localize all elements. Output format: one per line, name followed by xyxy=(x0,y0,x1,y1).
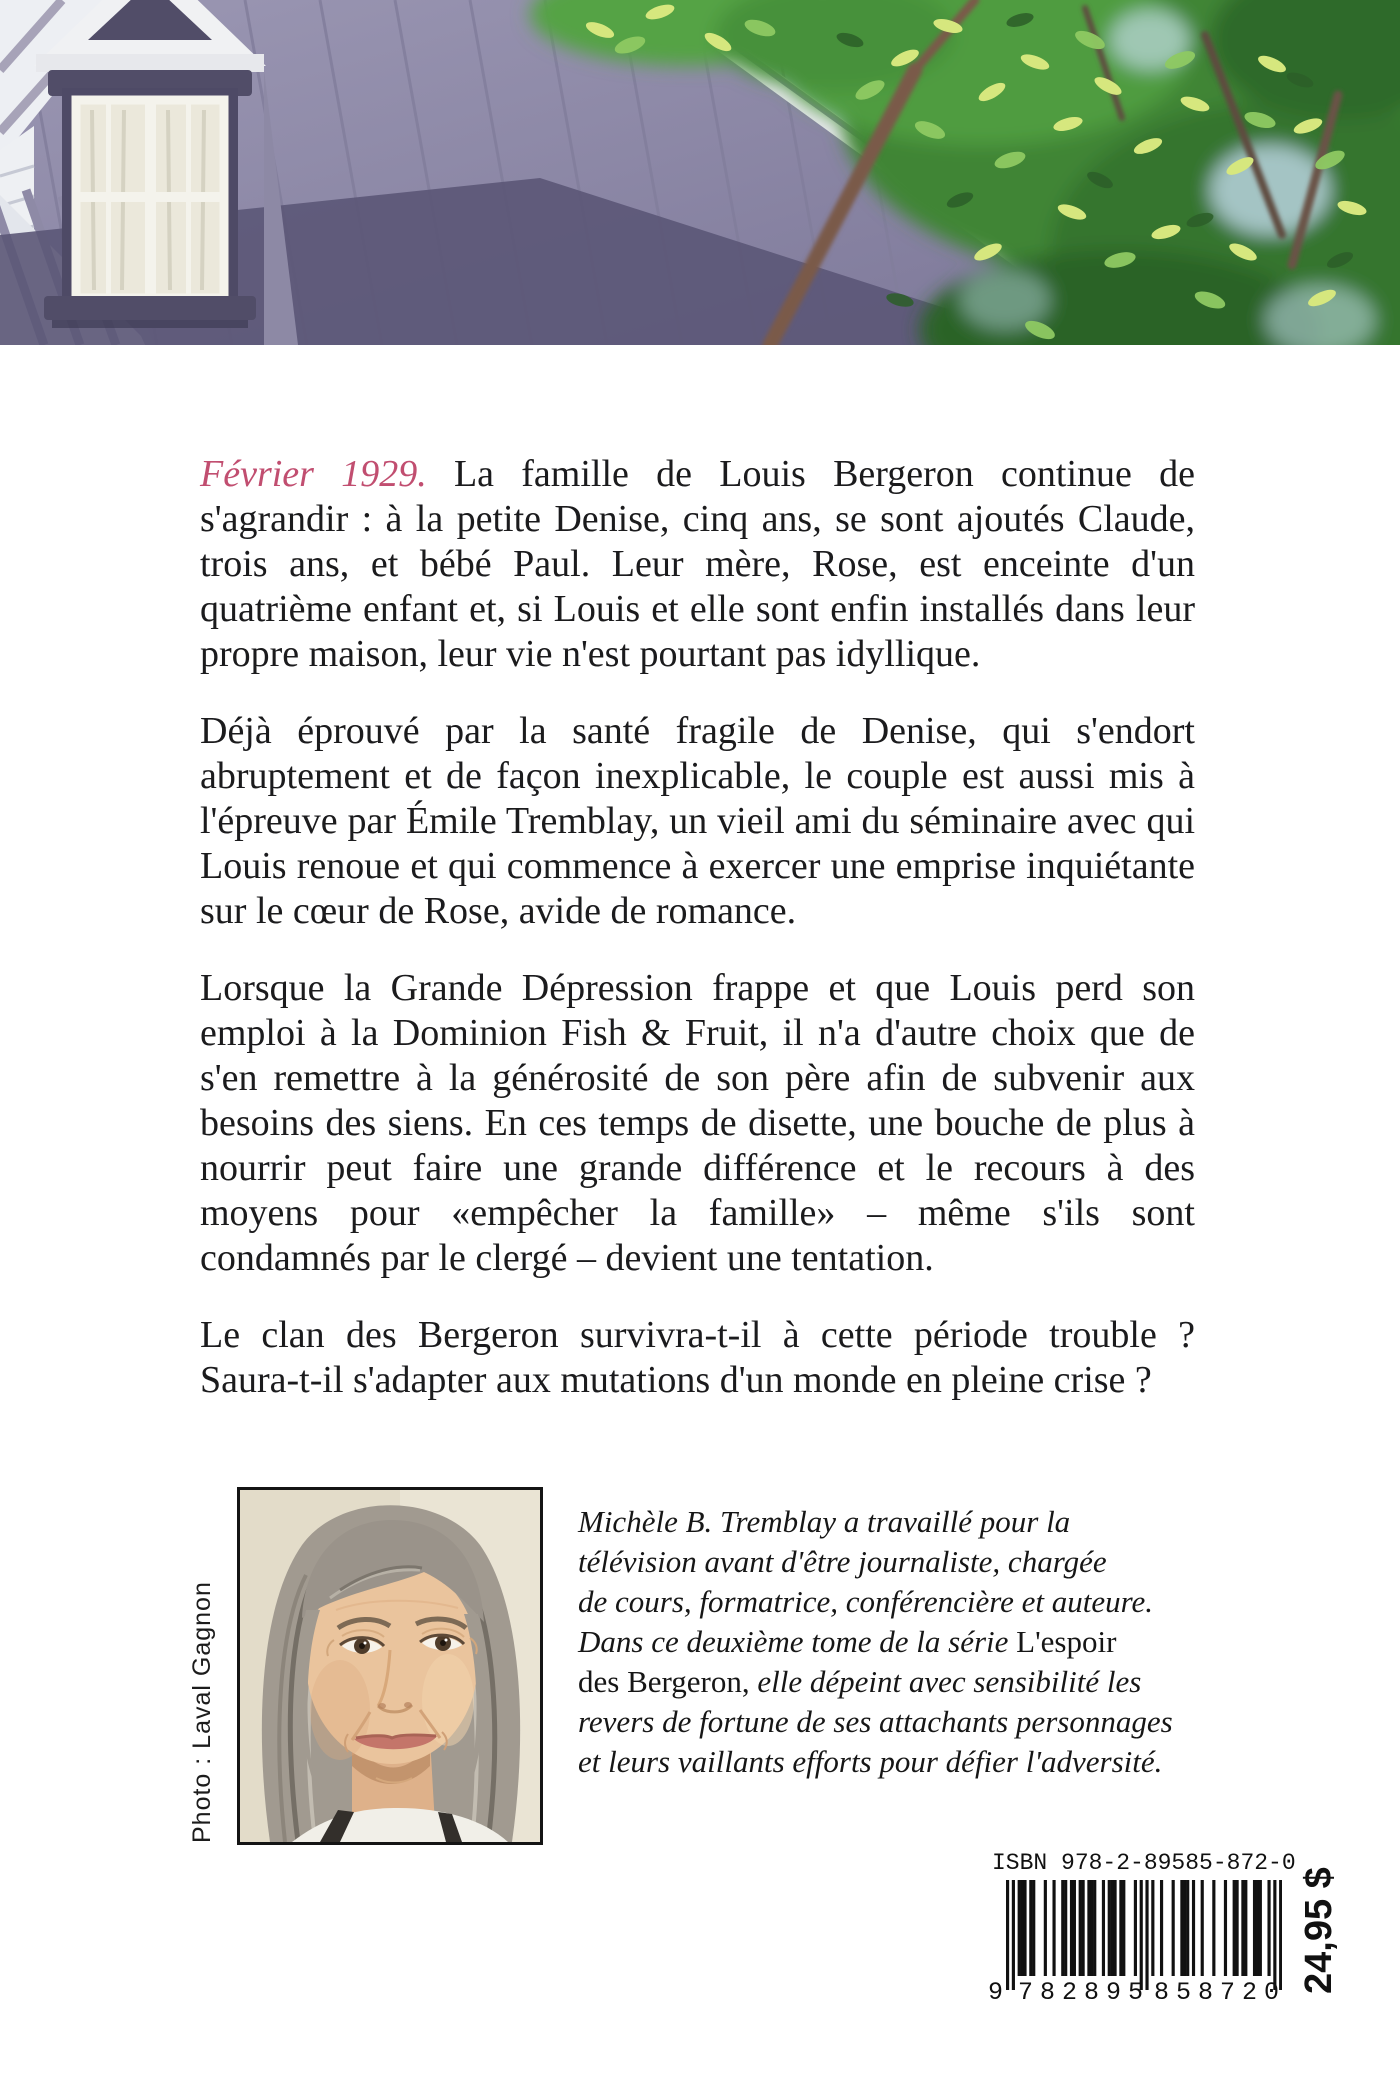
bio-line: de cours, formatrice, conférencière et auteure. xyxy=(578,1584,1154,1619)
ean-barcode xyxy=(1006,1880,1282,1992)
synopsis-paragraph-3: Lorsque la Grande Dépression frappe et que Louis perd son emploi à la Dominion Fish & Fruit, il n'a d'autre choix que de s'en remettre à la générosité de son père afin de subvenir aux besoins des siens. En ces temps de disette, une bouche de plus à nourrir peut faire une grande différence et le recours à des moyens pour «empêcher la famille» – même s'ils sont condamnés par le clergé – devient une tentation. xyxy=(200,967,1195,1279)
isbn-label: ISBN 978-2-89585-872-0 xyxy=(992,1850,1296,1876)
ean-digit-group1: 782895 xyxy=(1018,1978,1151,2007)
paragraph-1-text: La famille de Louis Bergeron continue de s'agrandir : à la petite Denise, cinq ans, se sont ajoutés Claude, trois ans, et bébé Paul. Leur mère, Rose, est enceinte d'un quatrième enfant et, si Louis et elle sont enfin installés dans leur propre maison, leur vie n'est pourtant pas idyllique. xyxy=(200,453,1195,675)
ean-digit-left: 9 xyxy=(988,1978,1004,2007)
author-photo xyxy=(237,1487,543,1845)
bio-line: télévision avant d'être journaliste, chargée xyxy=(578,1544,1107,1579)
synopsis-paragraph-2: Déjà éprouvé par la santé fragile de Denise, qui s'endort abruptement et de façon inexplicable, le couple est aussi mis à l'épreuve par Émile Tremblay, un vieil ami du séminaire avec qui Louis renoue et qui commence à exercer une emprise inquiétante sur le cœur de Rose, avide de romance. xyxy=(200,710,1195,932)
bio-line: revers de fortune de ses attachants personnages xyxy=(578,1704,1173,1739)
bio-line: et leurs vaillants efforts pour défier l'adversité. xyxy=(578,1744,1163,1779)
series-title: des Bergeron, xyxy=(578,1664,750,1699)
series-title: L'espoir xyxy=(1016,1624,1117,1659)
photo-credit: Photo : Laval Gagnon xyxy=(188,1581,216,1843)
bio-line: des Bergeron, elle dépeint avec sensibilité les xyxy=(578,1664,1142,1699)
bio-line: Michèle B. Tremblay a travaillé pour la xyxy=(578,1504,1071,1539)
ean-digits xyxy=(988,1978,1287,2008)
date-lead: Février 1929. xyxy=(200,453,427,495)
synopsis-paragraph-1 xyxy=(200,452,1195,677)
synopsis xyxy=(200,452,1195,1435)
barcode-block xyxy=(988,1850,1352,2060)
bio-line: Dans ce deuxième tome de la série L'espoir xyxy=(578,1624,1117,1659)
author-bio xyxy=(578,1502,1218,1782)
ean-digit-group2: 858720 xyxy=(1154,1978,1287,2007)
synopsis-paragraph-4: Le clan des Bergeron survivra-t-il à cette période trouble ? Saura-t-il s'adapter aux mutations d'un monde en pleine crise ? xyxy=(200,1314,1195,1401)
author-portrait xyxy=(240,1490,540,1842)
price: 24,95 $ xyxy=(1298,1867,1340,1994)
cover-illustration xyxy=(0,0,1400,345)
